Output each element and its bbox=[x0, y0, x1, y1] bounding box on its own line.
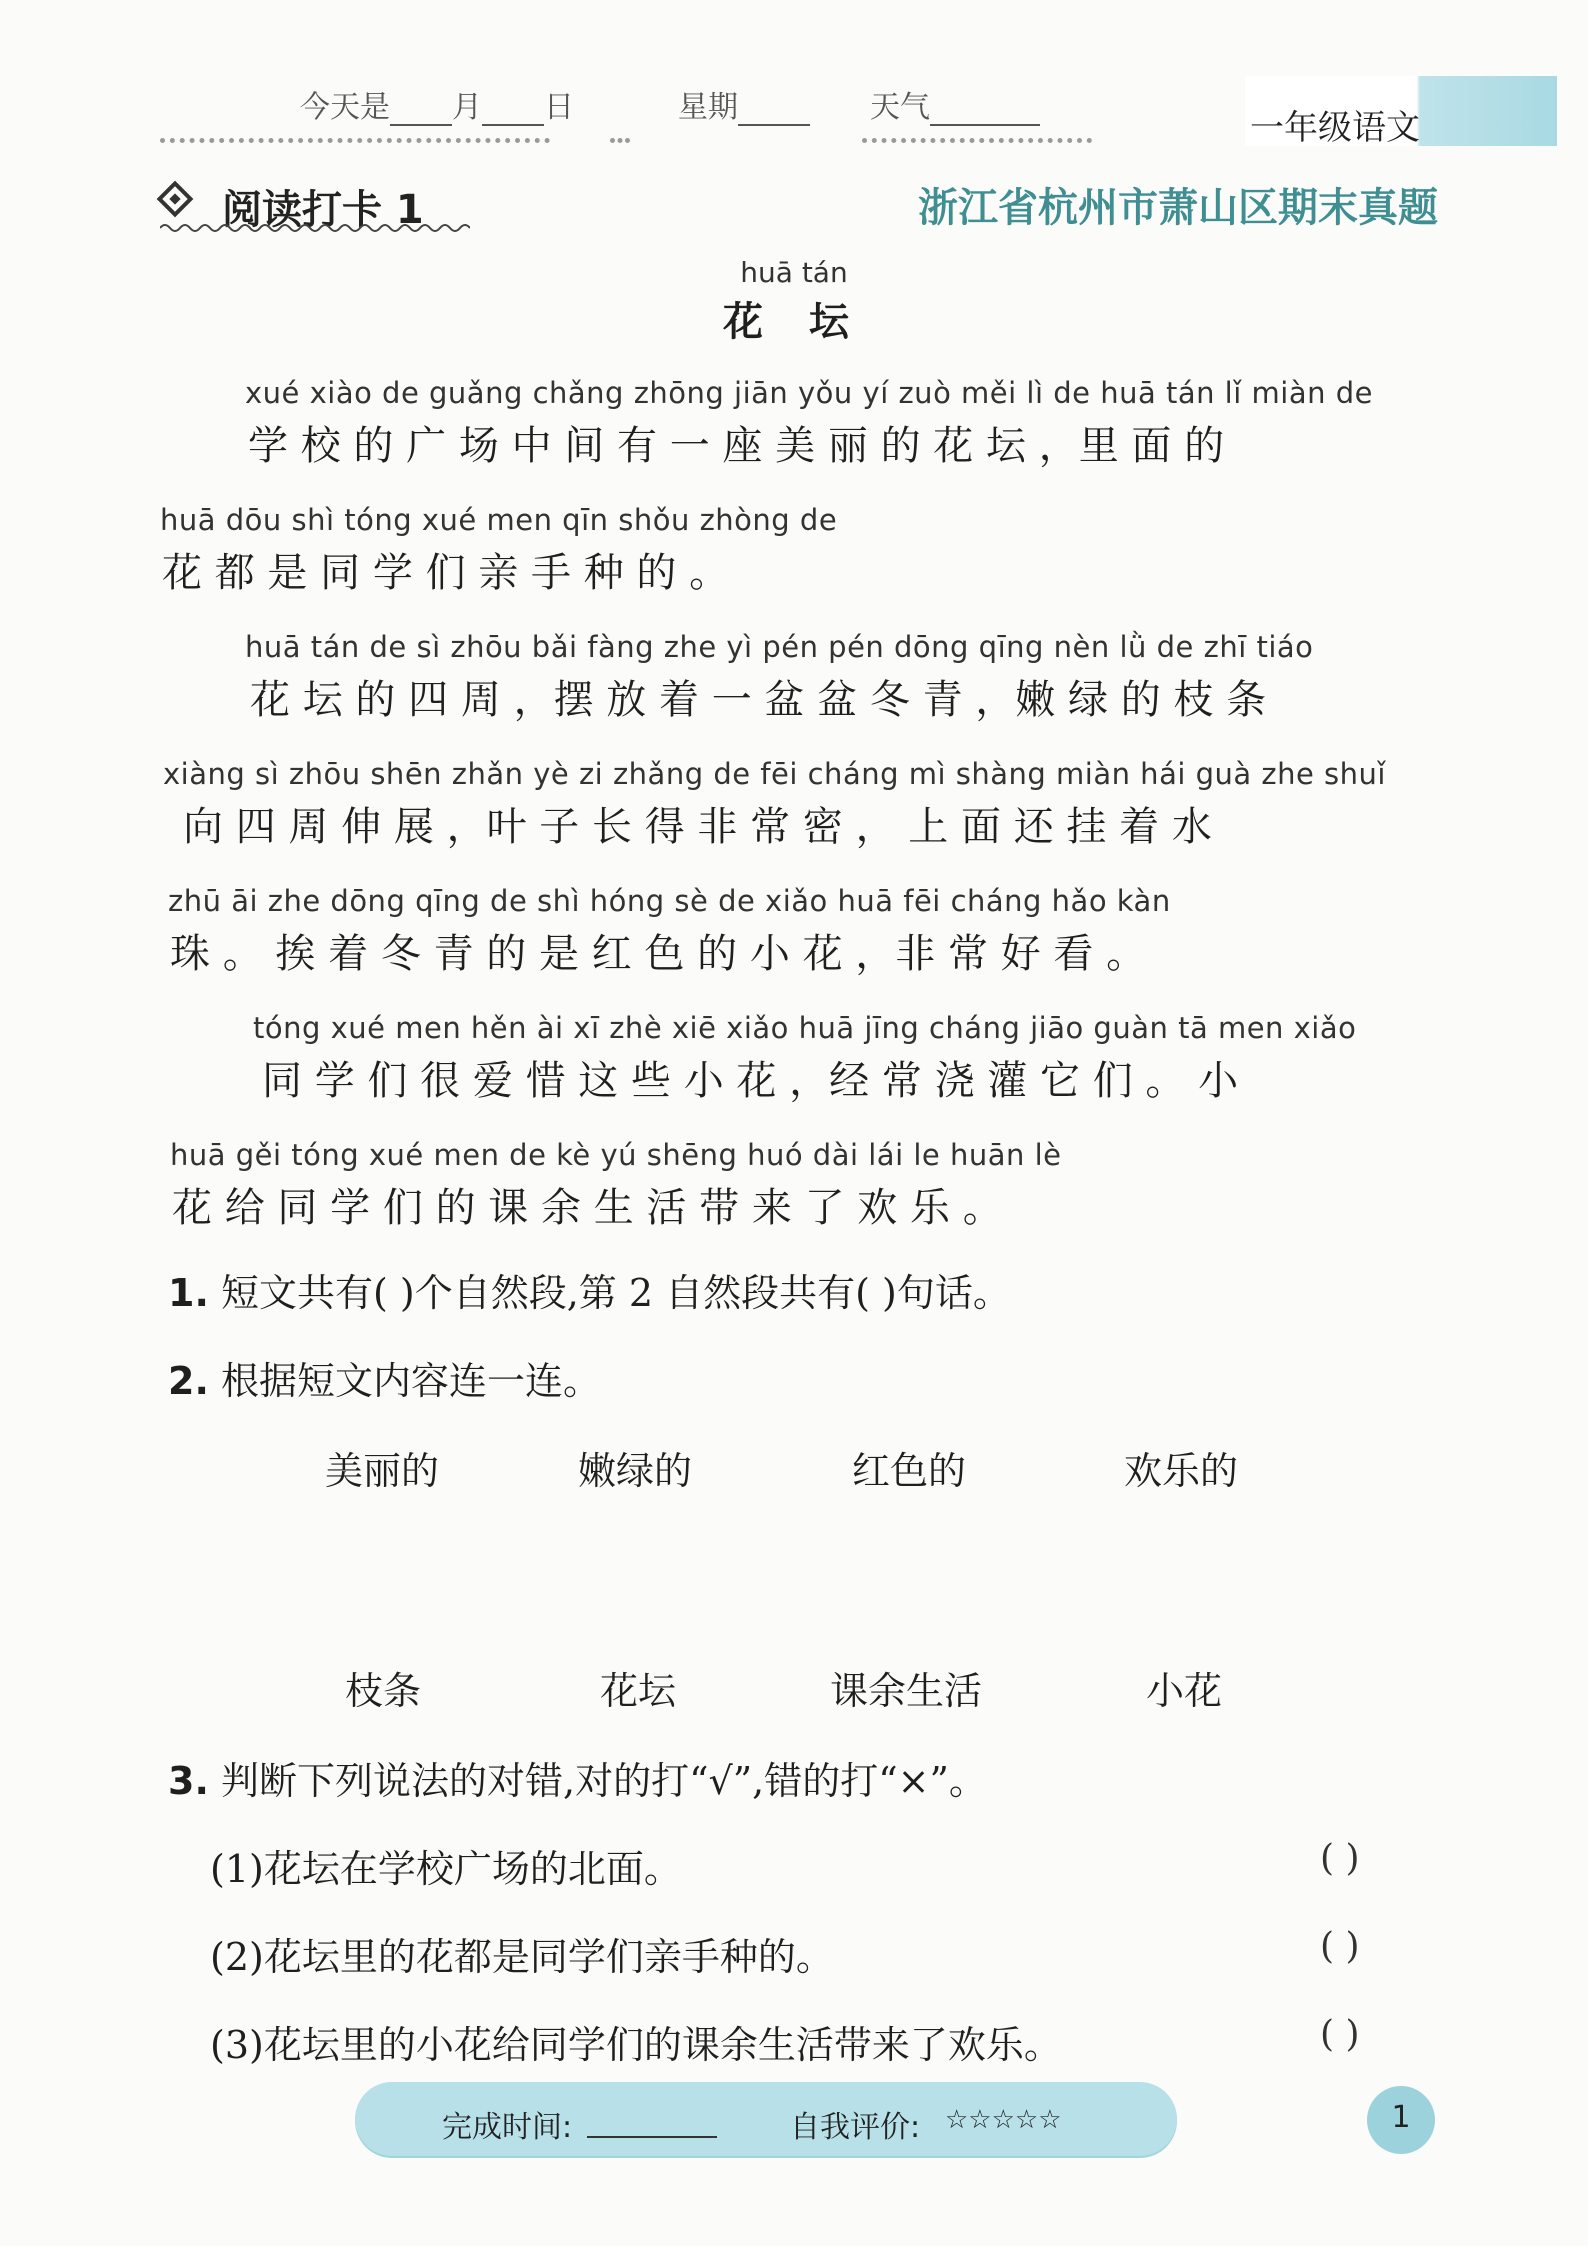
weather-line bbox=[870, 82, 1040, 126]
match-bottom-option[interactable]: 枝条 bbox=[345, 1669, 422, 1713]
judgement-item: (2)花坛里的花都是同学们亲手种的。 bbox=[210, 1935, 834, 1979]
dotted-divider-right bbox=[862, 138, 1092, 143]
match-bottom-option[interactable]: 花坛 bbox=[600, 1669, 677, 1713]
today-label: 今天是 bbox=[300, 90, 390, 125]
section-title: 阅读打卡 1 bbox=[222, 187, 424, 233]
grade-label: 一年级语文 bbox=[1250, 108, 1420, 148]
passage-pinyin-line: huā gěi tóng xué men de kè yú shēng huó dài lái le huān lè bbox=[170, 1138, 1062, 1172]
passage-title: 花 坛 bbox=[723, 298, 865, 345]
passage-text-line: 向 四 周 伸 展 ，叶 子 长 得 非 常 密 ， 上 面 还 挂 着 水 bbox=[183, 804, 1212, 850]
match-top-option[interactable]: 欢乐的 bbox=[1124, 1449, 1239, 1493]
passage-pinyin-line: xué xiào de guǎng chǎng zhōng jiān yǒu yí zuò měi lì de huā tán lǐ miàn de bbox=[245, 376, 1373, 410]
day-blank[interactable] bbox=[482, 94, 544, 126]
passage-pinyin-line: xiàng sì zhōu shēn zhǎn yè zi zhǎng de fēi cháng mì shàng miàn hái guà zhe shuǐ bbox=[163, 757, 1386, 791]
weekday-label: 星期 bbox=[678, 90, 738, 125]
weather-label: 天气 bbox=[870, 90, 930, 125]
exam-source: 浙江省杭州市萧山区期末真题 bbox=[918, 185, 1438, 231]
answer-blank[interactable]: ( ) bbox=[1320, 1926, 1360, 1967]
question-2 bbox=[168, 1350, 601, 1405]
answer-blank[interactable]: ( ) bbox=[1320, 1838, 1360, 1879]
question-number: 1. bbox=[168, 1271, 209, 1315]
passage-text-line: 花 坛 的 四 周 ，摆 放 着 一 盆 盆 冬 青 ，嫩 绿 的 枝 条 bbox=[250, 677, 1267, 723]
passage-text-line: 花 都 是 同 学 们 亲 手 种 的 。 bbox=[162, 550, 730, 596]
question-text: 短文共有( )个自然段,第 2 自然段共有( )句话。 bbox=[220, 1271, 1011, 1315]
judgement-item: (3)花坛里的小花给同学们的课余生活带来了欢乐。 bbox=[210, 2023, 1062, 2067]
question-text: 判断下列说法的对错,对的打“√”,错的打“×”。 bbox=[220, 1759, 987, 1803]
wavy-underline bbox=[160, 222, 470, 234]
match-top-option[interactable]: 红色的 bbox=[852, 1449, 967, 1493]
month-blank[interactable] bbox=[390, 94, 452, 126]
star-rating-icon[interactable]: ☆☆☆☆☆ bbox=[945, 2105, 1062, 2135]
question-3 bbox=[168, 1750, 987, 1805]
passage-pinyin-line: tóng xué men hěn ài xī zhè xiē xiǎo huā jīng cháng jiāo guàn tā men xiǎo bbox=[253, 1011, 1357, 1045]
completion-time-blank[interactable] bbox=[587, 2136, 717, 2138]
passage-pinyin-line: huā tán de sì zhōu bǎi fàng zhe yì pén pén dōng qīng nèn lǜ de zhī tiáo bbox=[245, 630, 1314, 664]
dotted-divider-mid bbox=[610, 138, 630, 143]
passage-text-line: 珠 。 挨 着 冬 青 的 是 红 色 的 小 花 ，非 常 好 看 。 bbox=[170, 931, 1147, 977]
passage-text-line: 同 学 们 很 爱 惜 这 些 小 花 ，经 常 浇 灌 它 们 。 小 bbox=[262, 1058, 1239, 1104]
passage-pinyin-line: huā dōu shì tóng xué men qīn shǒu zhòng de bbox=[160, 503, 838, 537]
passage-pinyin-line: zhū āi zhe dōng qīng de shì hóng sè de xiǎo huā fēi cháng hǎo kàn bbox=[168, 884, 1171, 918]
weather-blank[interactable] bbox=[930, 94, 1040, 126]
question-text: 根据短文内容连一连。 bbox=[220, 1359, 601, 1403]
diamond-icon bbox=[157, 181, 194, 218]
passage-title-pinyin: huā tán bbox=[740, 256, 848, 289]
answer-blank[interactable]: ( ) bbox=[1320, 2014, 1360, 2055]
weekday-line bbox=[678, 82, 810, 126]
self-evaluation-label: 自我评价: bbox=[790, 2110, 921, 2145]
match-top-option[interactable]: 美丽的 bbox=[325, 1449, 440, 1493]
match-top-option[interactable]: 嫩绿的 bbox=[578, 1449, 693, 1493]
match-bottom-option[interactable]: 课余生活 bbox=[830, 1669, 983, 1713]
day-label: 日 bbox=[544, 90, 574, 125]
match-bottom-option[interactable]: 小花 bbox=[1146, 1669, 1223, 1713]
page-number: 1 bbox=[1391, 2100, 1411, 2135]
passage-text-line: 学 校 的 广 场 中 间 有 一 座 美 丽 的 花 坛 ，里 面 的 bbox=[248, 423, 1225, 469]
judgement-item: (1)花坛在学校广场的北面。 bbox=[210, 1847, 682, 1891]
date-line bbox=[300, 82, 574, 126]
passage-text-line: 花 给 同 学 们 的 课 余 生 活 带 来 了 欢 乐 。 bbox=[172, 1185, 1003, 1231]
question-number: 2. bbox=[168, 1359, 209, 1403]
dotted-divider-left bbox=[160, 138, 550, 143]
month-label: 月 bbox=[452, 90, 482, 125]
weekday-blank[interactable] bbox=[738, 94, 810, 126]
question-1 bbox=[168, 1262, 1011, 1317]
completion-time-label: 完成时间: bbox=[442, 2110, 573, 2145]
question-number: 3. bbox=[168, 1759, 209, 1803]
